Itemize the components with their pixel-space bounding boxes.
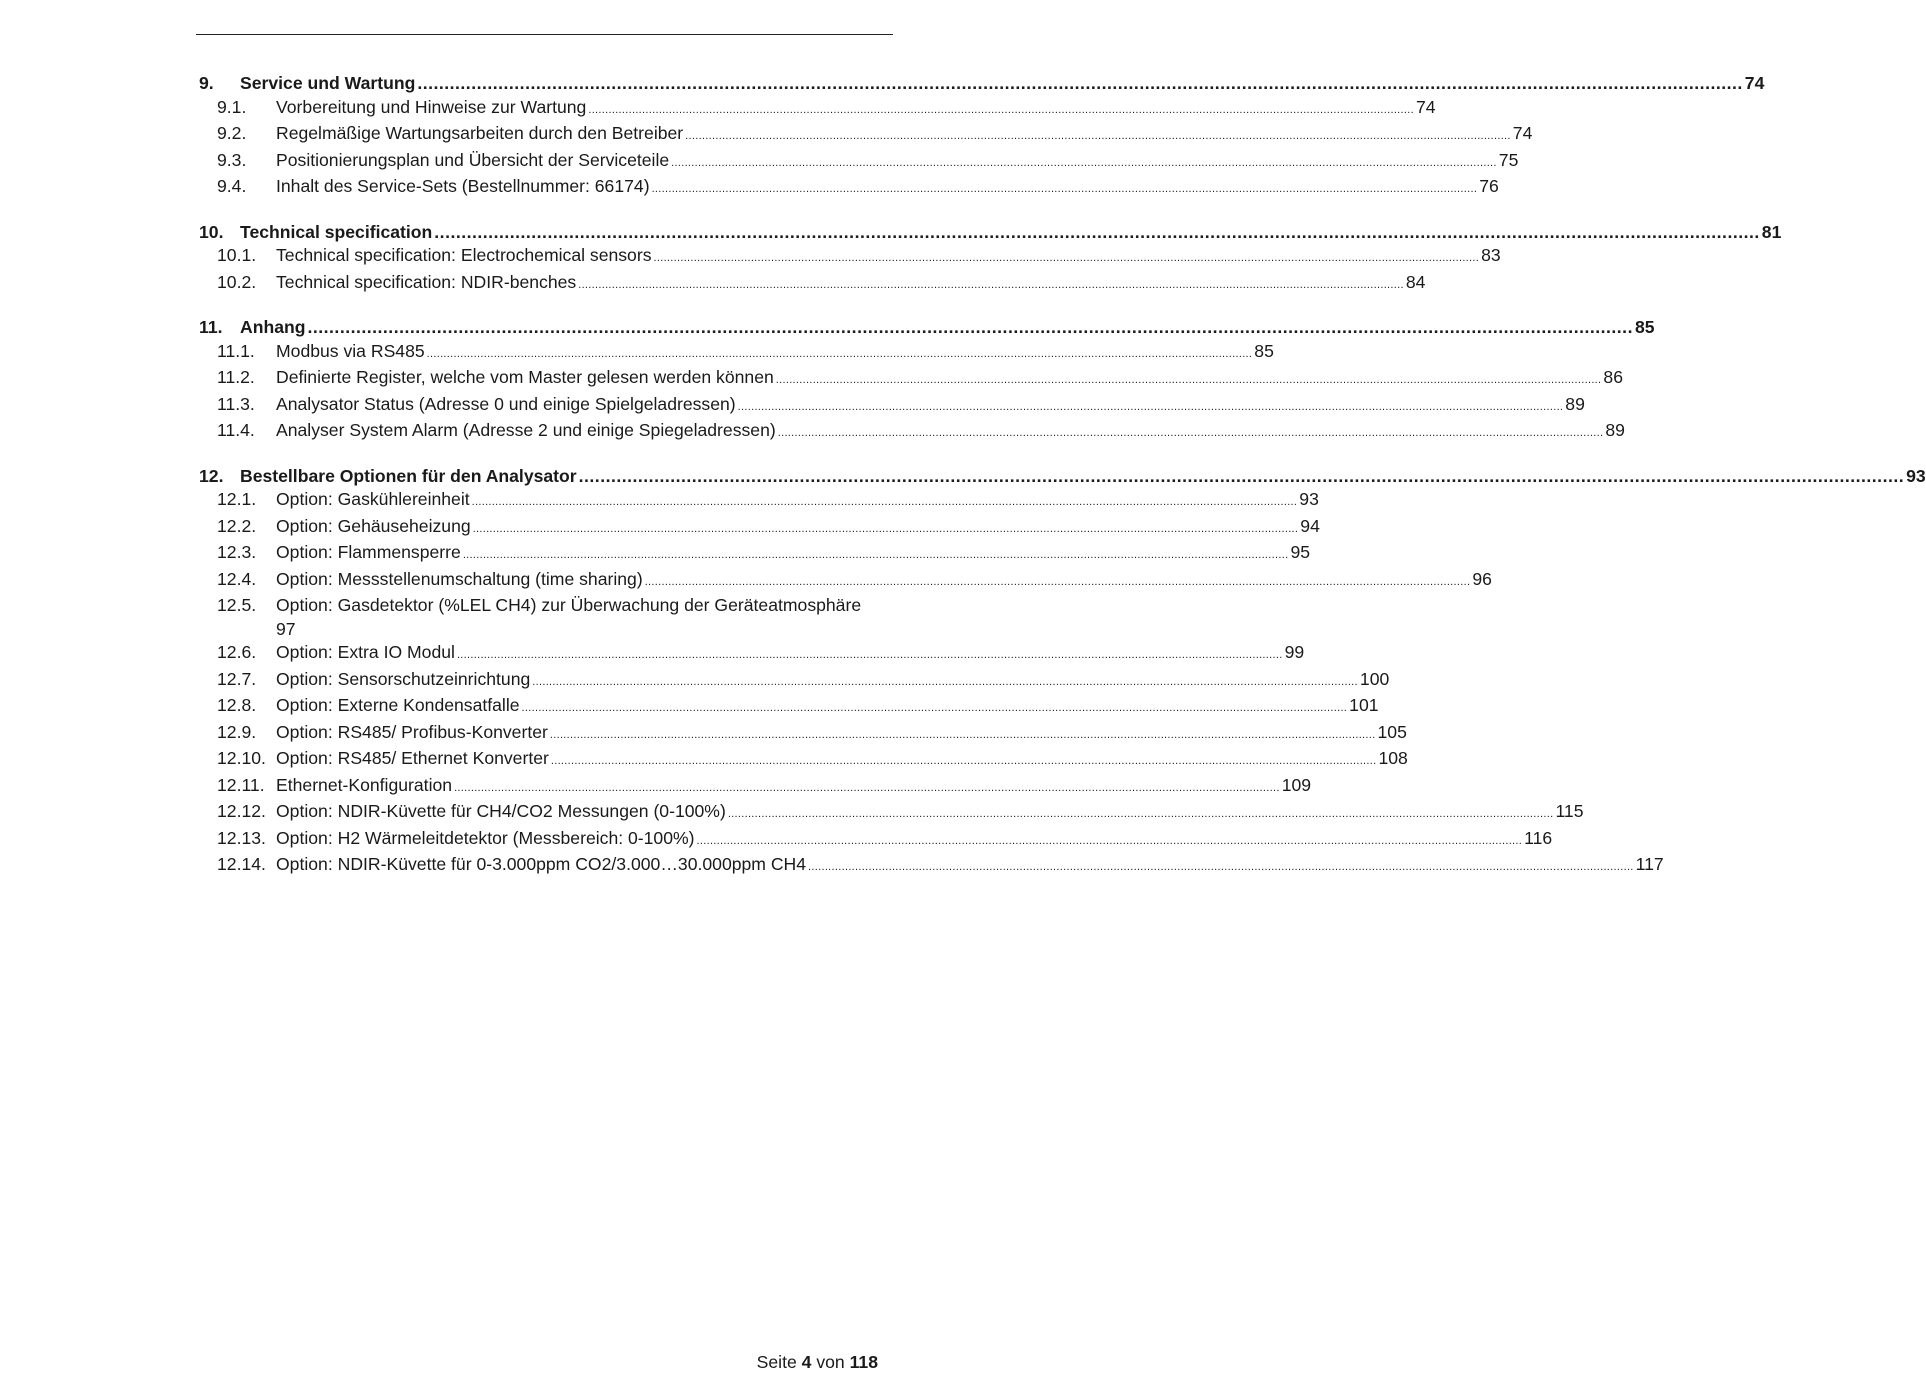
toc-chapter-number: 11. [199,317,223,337]
toc-dot-leader [472,488,1298,515]
toc-page-number: 76 [1479,176,1499,196]
toc-page-number: 84 [1405,271,1426,292]
toc-entry-link[interactable] [196,122,1533,149]
toc-page-number: 74 [1512,123,1533,143]
toc-entry-link[interactable] [196,271,1426,298]
toc-entry-number: 9.4. [217,176,247,196]
footer-prefix: Seite [756,1352,797,1372]
toc-entry-title: Option: NDIR-Küvette für 0-3.000ppm CO2/3.000…30.000ppm CH4 [276,854,807,874]
toc-chapter-number: 10. [199,221,224,242]
footer-current-page: 4 [801,1352,812,1372]
toc-page-number: 105 [1377,721,1407,742]
toc-dot-leader [654,244,1480,271]
toc-entry-number: 12.11. [217,774,265,795]
toc-dot-leader [645,568,1471,595]
toc-entry-title: Technical specification: Electrochemical sensors [276,245,652,265]
toc-section [196,465,1926,880]
toc-entry-title: Option: RS485/ Ethernet Konverter [276,748,549,768]
toc-entry-number: 12.1. [217,489,257,509]
toc-entry-link[interactable] [196,853,1664,880]
toc-entry-title: Ethernet-Konfiguration [276,774,453,795]
toc-chapter-number: 12. [199,465,224,486]
toc-chapter-title: Technical specification [240,221,433,242]
toc-entry-link[interactable] [196,244,1501,271]
toc-page-number: 93 [1299,489,1319,509]
toc-dot-leader [463,541,1289,568]
toc-chapter-title: Anhang [240,317,306,337]
toc-entry-number: 10.2. [217,271,257,292]
toc-entry-title: Analyser System Alarm (Adresse 2 und einige Spiegeladressen) [276,420,776,440]
toc-chapter-number: 9. [199,73,214,93]
toc-section [196,221,1782,298]
toc-entry-link[interactable] [196,721,1407,748]
toc-entry-number: 12.9. [217,721,257,742]
toc-entry-number: 12.13. [217,827,266,848]
toc-entry-link[interactable] [196,800,1584,827]
toc-entry-link[interactable] [196,774,1312,801]
toc-entry-title: Inhalt des Service-Sets (Bestellnummer: 66174) [276,176,650,196]
toc-entry-link[interactable] [196,747,1408,774]
footer-middle: von [816,1352,845,1372]
toc-dot-leader [434,221,1759,245]
toc-entry-title: Option: Externe Kondensatfalle [276,695,520,715]
toc-page-number: 74 [1415,96,1436,117]
toc-page-number: 100 [1359,668,1390,689]
toc-entry-title: Definierte Register, welche vom Master gelesen werden können [276,367,774,387]
toc-entry-link[interactable] [196,175,1499,202]
toc-section [196,316,1655,446]
toc-chapter-link[interactable] [196,72,1765,96]
toc-entry-title: Option: Messstellenumschaltung (time sharing) [276,568,643,589]
toc-entry-number: 12.14. [217,854,266,874]
toc-entry-title: Option: Flammensperre [276,542,461,562]
toc-entry-link[interactable] [196,827,1553,854]
toc-entry-title: Technical specification: NDIR-benches [276,271,577,292]
toc-entry-title: Option: H2 Wärmeleitdetektor (Messbereich: 0-100%) [276,827,695,848]
toc-page-number: 108 [1378,748,1408,768]
toc-entry-link[interactable] [196,594,878,641]
toc-entry-number: 9.2. [217,123,247,143]
page-footer [757,1352,878,1373]
toc-dot-leader [417,72,1742,96]
toc-entry-number: 9.3. [217,149,247,170]
toc-entry-number: 12.12. [217,801,266,821]
toc-dot-leader [578,271,1404,298]
toc-entry-number: 11.4. [217,420,255,440]
toc-page-number: 109 [1281,774,1312,795]
toc-dot-leader [652,175,1478,202]
toc-page-number: 117 [1635,854,1664,874]
toc-entry-link[interactable] [196,515,1320,542]
toc-entry-number: 9.1. [217,96,247,117]
toc-page-number: 85 [1254,340,1274,361]
toc-entry-title: Option: Gaskühlereinheit [276,489,470,509]
toc-entry-link[interactable] [196,340,1274,367]
toc-entry-title: Option: Gasdetektor (%LEL CH4) zur Überwachung der Geräteatmosphäre [276,595,862,615]
toc-page-number: 85 [1634,317,1655,337]
toc-entry-link[interactable] [196,694,1379,721]
toc-entry-number: 12.5. [217,595,257,615]
toc-dot-leader [588,96,1414,123]
toc-chapter-link[interactable] [196,221,1782,245]
toc-dot-leader [776,366,1602,393]
toc-page-number: 75 [1498,149,1519,170]
toc-dot-leader [457,641,1283,668]
toc-entry-number: 12.8. [217,695,257,715]
toc-dot-leader [532,668,1358,695]
toc-chapter-link[interactable] [196,465,1926,489]
toc-dot-leader [522,694,1348,721]
toc-dot-leader [728,800,1554,827]
toc-page-number: 93 [1906,465,1926,486]
toc-entry-title: Option: NDIR-Küvette für CH4/CO2 Messungen (0-100%) [276,801,726,821]
toc-page-number: 94 [1300,515,1320,536]
toc-entry-title: Positionierungsplan und Übersicht der Serviceteile [276,149,670,170]
toc-entry-number: 12.6. [217,642,257,662]
toc-entry-number: 12.3. [217,542,257,562]
toc-entry-link[interactable] [196,488,1319,515]
toc-page-number: 89 [1605,420,1625,440]
toc-page-number: 115 [1555,801,1584,821]
toc-chapter-link[interactable] [196,316,1655,340]
toc-entry-number: 12.10. [217,748,266,768]
toc-entry-number: 11.1. [217,340,255,361]
toc-entry-link[interactable] [196,393,1585,420]
toc-page-number: 89 [1565,393,1585,414]
toc-entry-title: Analysator Status (Adresse 0 und einige Spielgeladressen) [276,393,736,414]
toc-dot-leader [671,149,1497,176]
toc-dot-leader [550,721,1376,748]
toc-entry-link[interactable] [196,568,1492,595]
toc-entry-number: 12.7. [217,668,257,689]
toc-dot-leader [808,853,1634,880]
table-of-contents [196,72,1926,899]
toc-dot-leader [738,393,1564,420]
toc-dot-leader [473,515,1299,542]
toc-entry-link[interactable] [196,541,1311,568]
toc-entry-title: Option: Extra IO Modul [276,642,455,662]
toc-page-number: 99 [1284,642,1305,662]
toc-entry-title: Option: Sensorschutzeinrichtung [276,668,531,689]
toc-entry-number: 10.1. [217,245,257,265]
header-rule [196,34,893,35]
toc-page-number: 101 [1349,695,1379,715]
toc-page-number: 83 [1481,245,1501,265]
footer-total-pages: 118 [849,1352,878,1372]
toc-entry-title: Vorbereitung und Hinweise zur Wartung [276,96,587,117]
toc-dot-leader [579,465,1904,489]
toc-page-number: 116 [1524,827,1553,848]
toc-entry-link[interactable] [196,96,1436,123]
toc-entry-link[interactable] [196,641,1305,668]
toc-page-number: 74 [1744,73,1765,93]
toc-dot-leader [427,340,1253,367]
toc-entry-number: 12.2. [217,515,257,536]
toc-page-number: 96 [1472,568,1492,589]
toc-entry-title: Regelmäßige Wartungsarbeiten durch den Betreiber [276,123,684,143]
toc-entry-number: 11.2. [217,367,255,387]
toc-dot-leader [697,827,1523,854]
toc-dot-leader [778,419,1604,446]
toc-entry-number: 12.4. [217,568,257,589]
toc-page-number: 81 [1761,221,1782,242]
toc-entry-title: Option: RS485/ Profibus-Konverter [276,721,548,742]
toc-entry-link[interactable] [196,366,1623,393]
toc-entry-title: Modbus via RS485 [276,340,425,361]
toc-dot-leader [551,747,1377,774]
toc-dot-leader [307,316,1632,340]
toc-entry-link[interactable] [196,149,1519,176]
toc-page-number: 86 [1603,367,1623,387]
toc-page-number: 95 [1290,542,1311,562]
toc-entry-link[interactable] [196,419,1625,446]
toc-chapter-title: Bestellbare Optionen für den Analysator [240,465,577,486]
toc-section [196,72,1765,202]
toc-chapter-title: Service und Wartung [240,73,416,93]
toc-entry-title: Option: Gehäuseheizung [276,515,471,536]
toc-entry-link[interactable] [196,668,1390,695]
toc-dot-leader [454,774,1280,801]
toc-page-number: 97 [276,618,296,639]
toc-dot-leader [685,122,1511,149]
toc-entry-number: 11.3. [217,393,255,414]
